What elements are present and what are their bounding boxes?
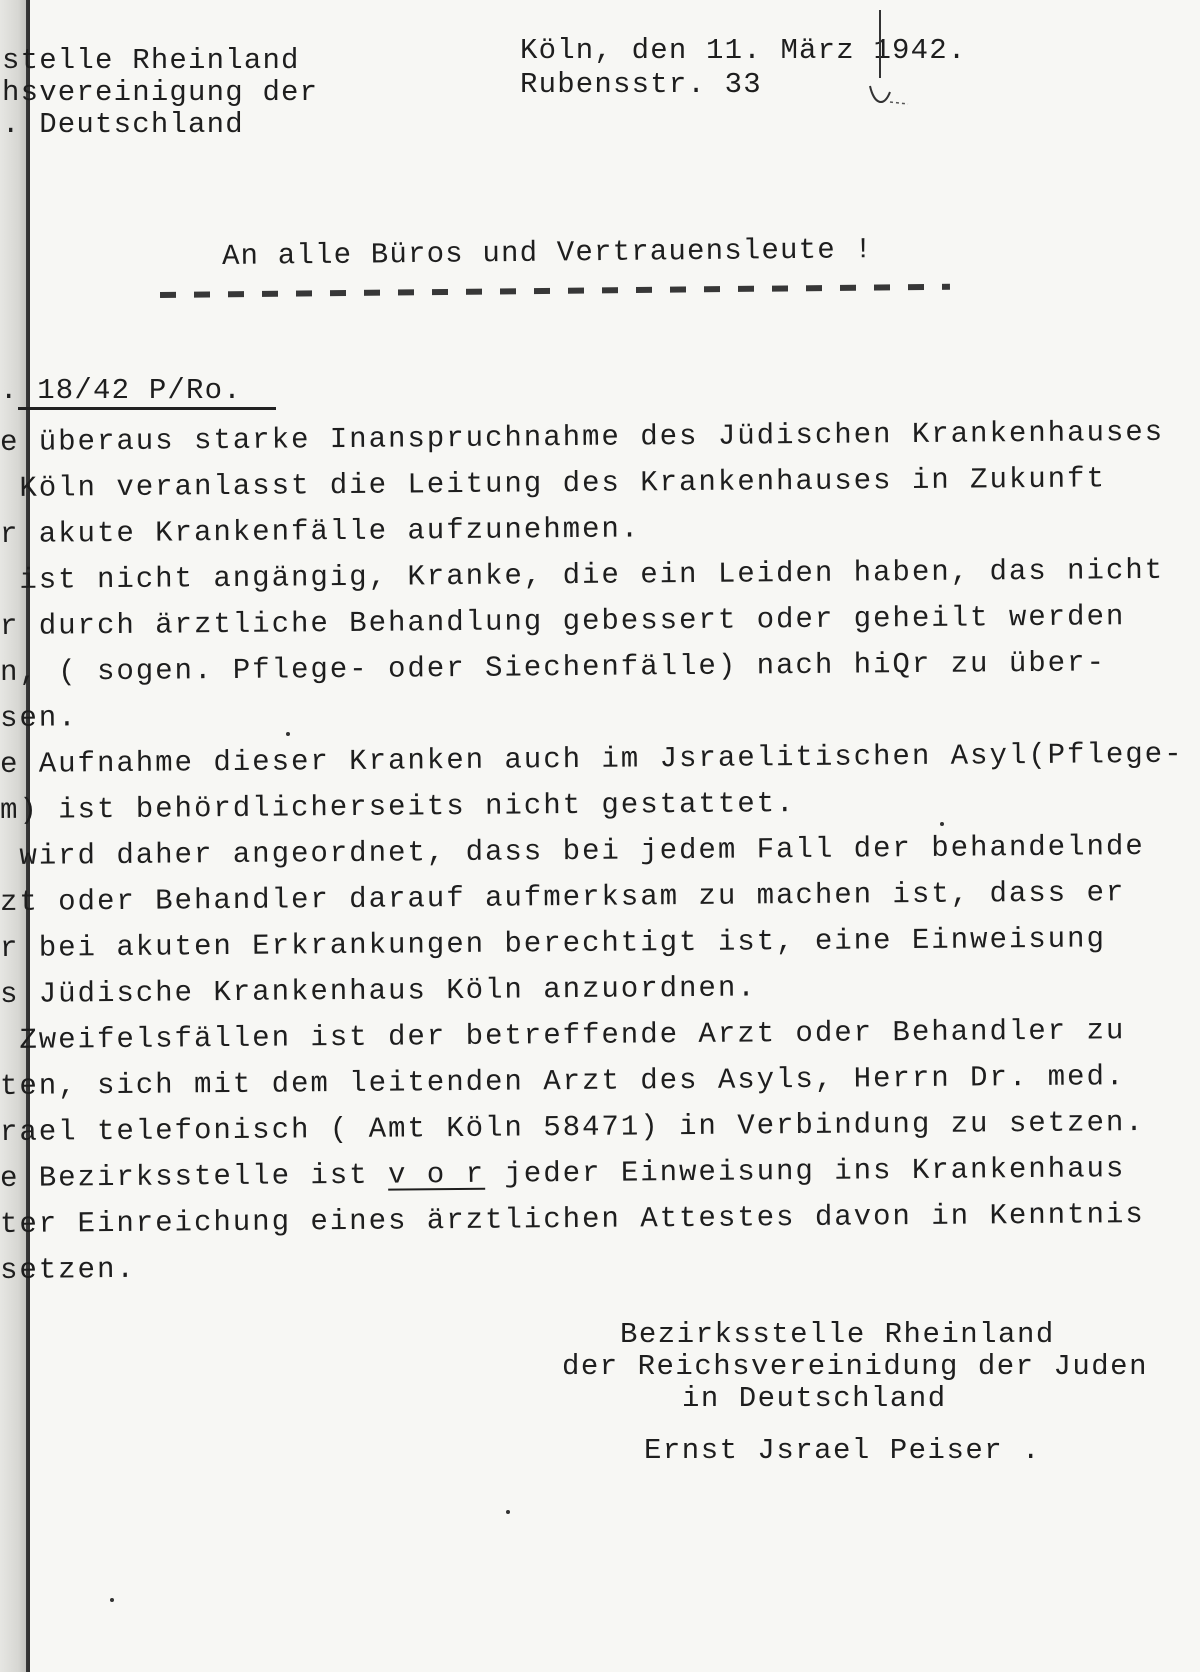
sender-line-2: hsvereinigung der bbox=[2, 76, 319, 109]
address-line: Rubensstr. 33 bbox=[520, 68, 762, 101]
body-line: ten, sich mit dem leitenden Arzt des Asyls, Herrn Dr. med. bbox=[0, 1060, 1126, 1103]
body-line: wird daher angeordnet, dass bei jedem Fall der behandelnde bbox=[0, 830, 1145, 873]
body-line: rael telefonisch ( Amt Köln 58471) in Verbindung zu setzen. bbox=[0, 1106, 1145, 1149]
body-line: zt oder Behandler darauf aufmerksam zu machen ist, dass er bbox=[0, 876, 1126, 919]
body-line: s Jüdische Krankenhaus Köln anzuordnen. bbox=[0, 971, 757, 1011]
sender-line-1: stelle Rheinland bbox=[2, 44, 300, 77]
salutation-dashed-rule bbox=[160, 284, 950, 298]
body-line-part: jeder Einweisung ins Krankenhaus bbox=[484, 1152, 1126, 1191]
binding-edge-line bbox=[26, 0, 30, 1672]
handwritten-initial-mark bbox=[850, 8, 910, 118]
body-line: r akute Krankenfälle aufzunehmen. bbox=[0, 512, 641, 551]
body-line: e überaus starke Inanspruchnahme des Jüdischen Krankenhauses bbox=[0, 415, 1165, 459]
body-line: sen. bbox=[0, 701, 78, 735]
body-line: e Aufnahme dieser Kranken auch im Jsraelitischen Asyl(Pflege- bbox=[0, 737, 1184, 781]
body-line: ist nicht angängig, Kranke, die ein Leiden haben, das nicht bbox=[0, 553, 1165, 597]
photocopy-speck bbox=[940, 822, 944, 826]
photocopy-speck bbox=[110, 1598, 114, 1602]
reference-number: . 18/42 P/Ro. bbox=[0, 374, 242, 407]
body-line-part: e Bezirksstelle ist bbox=[0, 1158, 389, 1195]
photocopy-speck bbox=[506, 1510, 510, 1514]
signature-line-1: Bezirksstelle Rheinland bbox=[620, 1318, 1055, 1351]
body-line: setzen. bbox=[0, 1252, 136, 1287]
signature-line-3: in Deutschland bbox=[682, 1382, 947, 1415]
signature-line-2: der Reichsvereinidung der Juden bbox=[562, 1350, 1148, 1383]
body-line: Zweifelsfällen ist der betreffende Arzt oder Behandler zu bbox=[0, 1014, 1126, 1057]
photocopy-speck bbox=[286, 732, 290, 736]
signer-name: Ernst Jsrael Peiser . bbox=[644, 1434, 1041, 1467]
body-line: Köln veranlasst die Leitung des Krankenhauses in Zukunft bbox=[0, 462, 1107, 505]
body-line: ter Einreichung eines ärztlichen Attestes davon in Kenntnis bbox=[0, 1198, 1145, 1241]
date-line: Köln, den 11. März 1942. bbox=[520, 34, 967, 67]
salutation: An alle Büros und Vertrauensleute ! bbox=[221, 233, 874, 273]
emphasized-vor: v o r bbox=[387, 1157, 486, 1192]
body-line-with-emphasis bbox=[0, 1152, 1125, 1195]
body-line: r durch ärztliche Behandlung gebessert oder geheilt werden bbox=[0, 600, 1126, 643]
body-line: m) ist behördlicherseits nicht gestattet. bbox=[0, 787, 796, 827]
body-line: n, ( sogen. Pflege- oder Siechenfälle) nach hiQr zu über- bbox=[0, 646, 1107, 689]
sender-line-3: . Deutschland bbox=[2, 108, 244, 141]
reference-underline bbox=[18, 407, 276, 410]
body-line: r bei akuten Erkrankungen berechtigt ist, eine Einweisung bbox=[0, 922, 1107, 965]
